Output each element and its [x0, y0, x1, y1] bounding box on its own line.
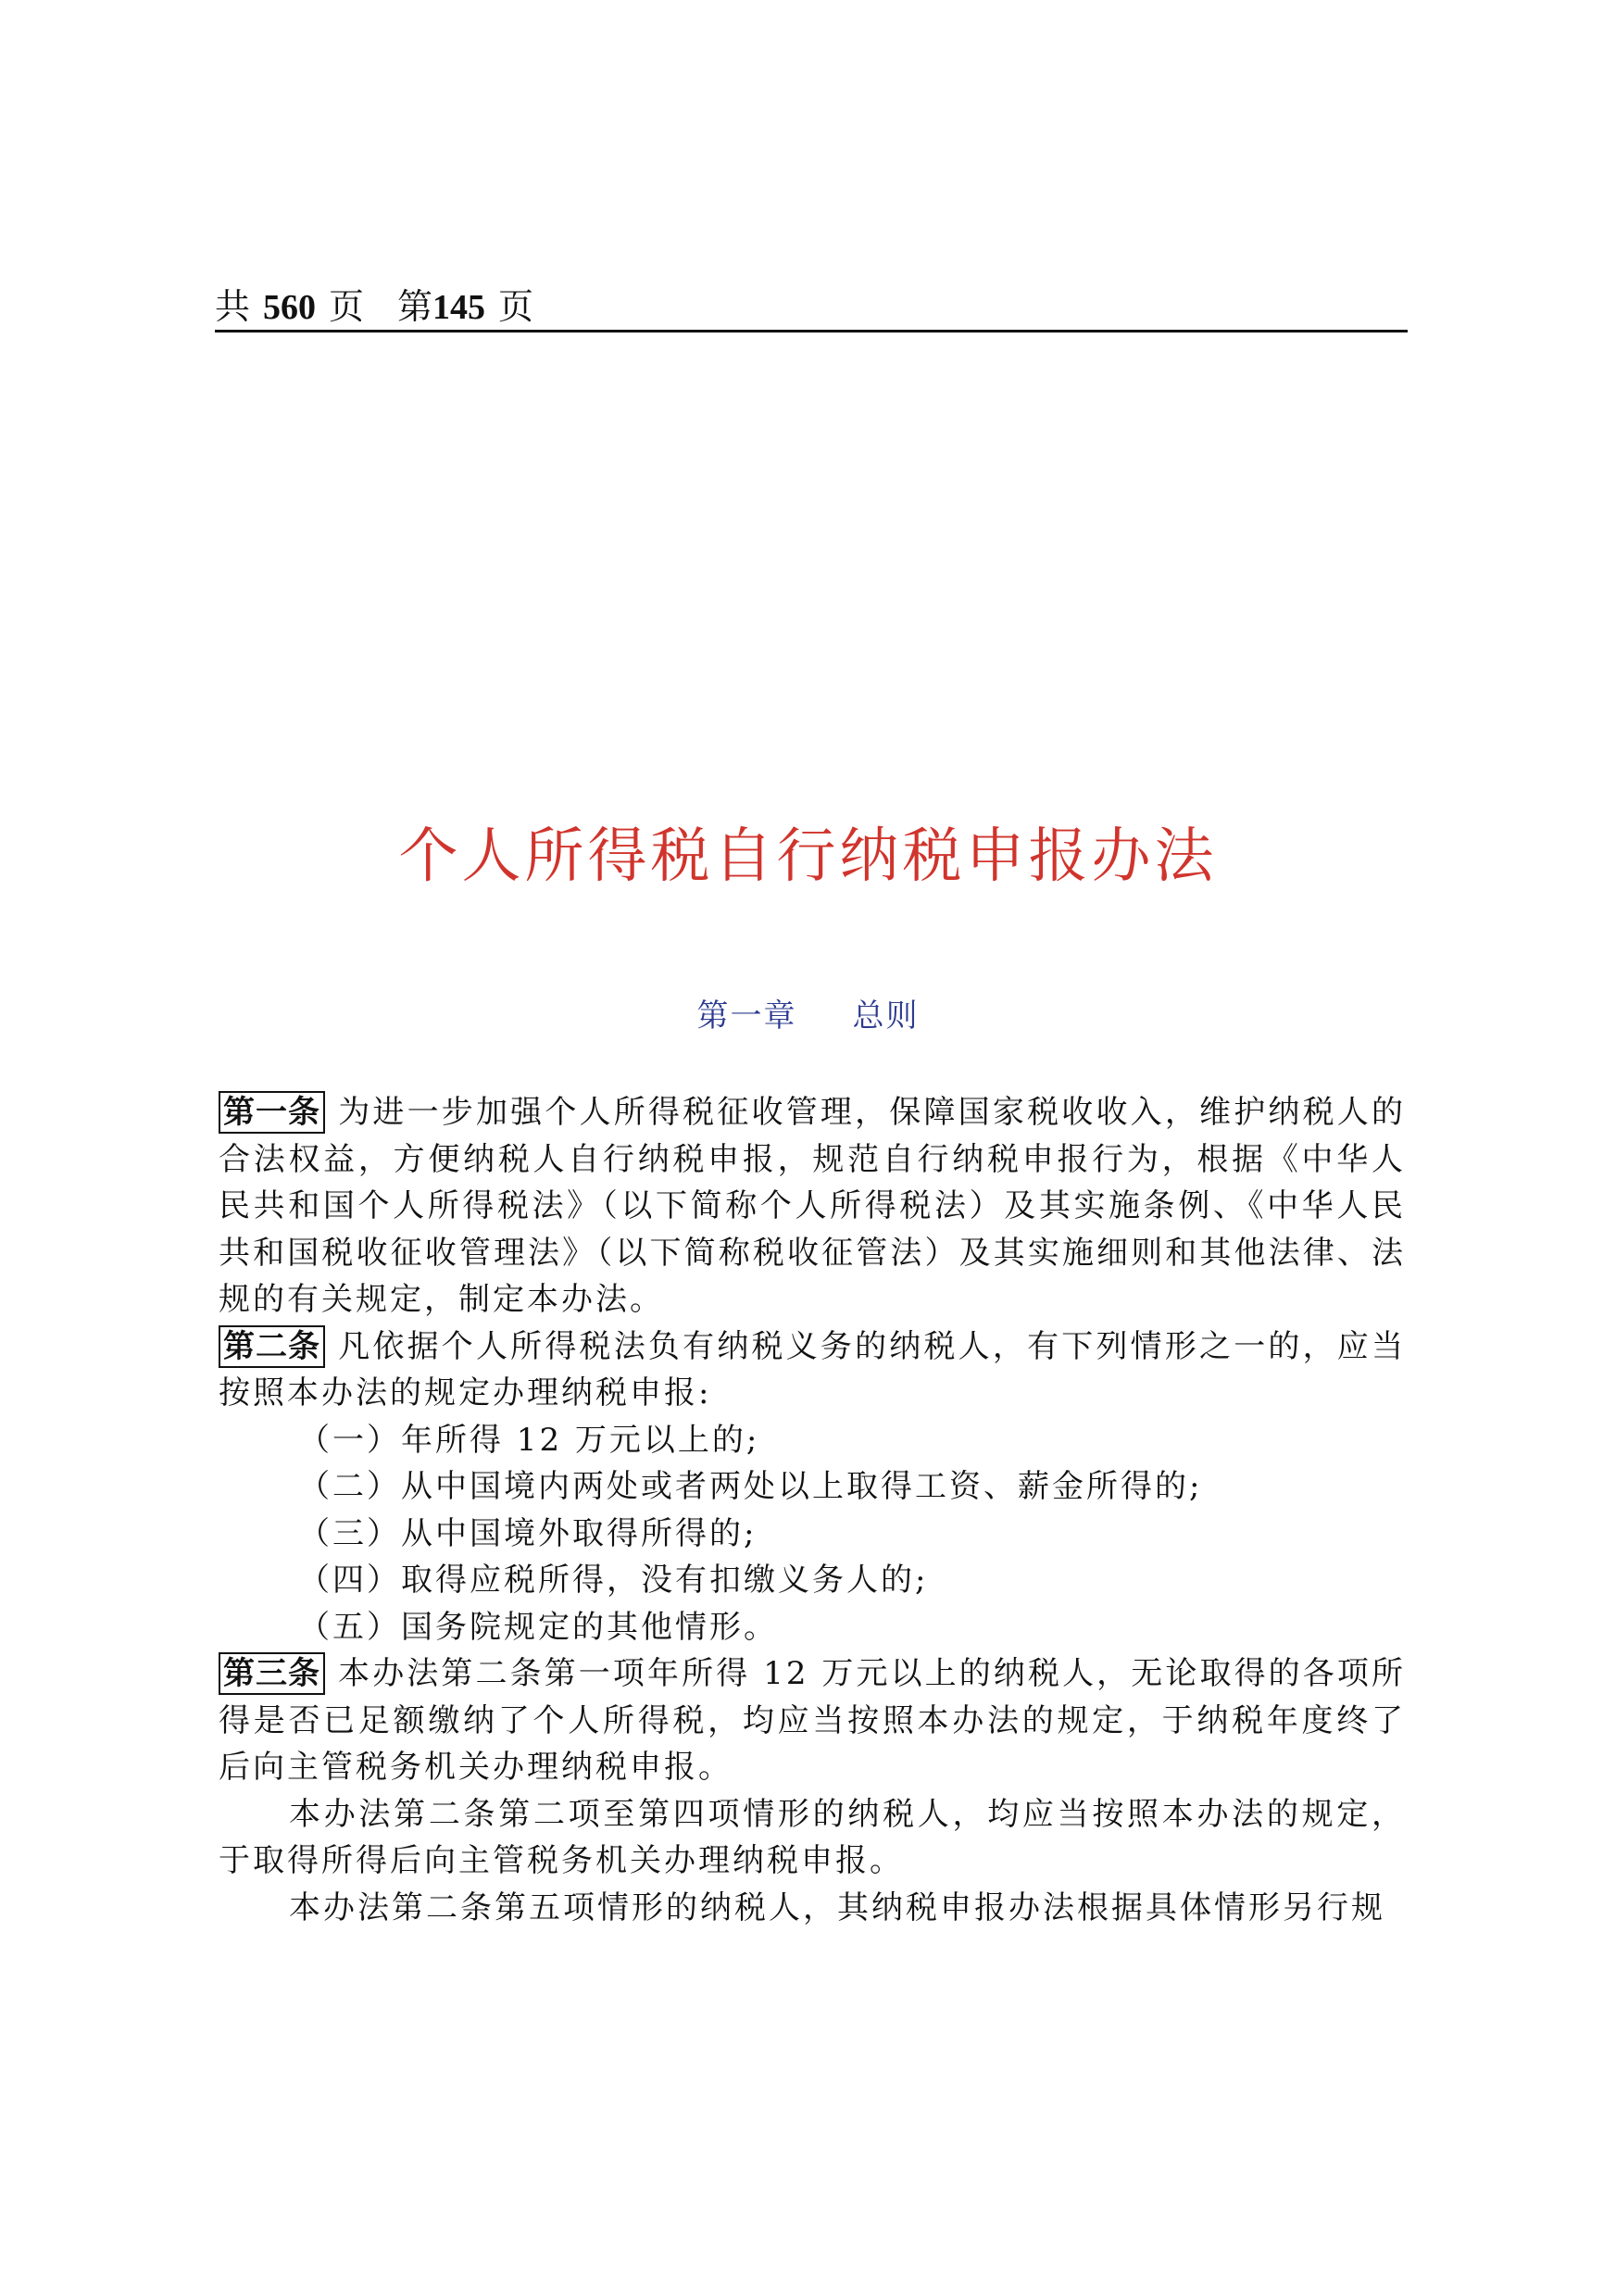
total-pages: 560: [263, 288, 317, 327]
article-2: [219, 1324, 1406, 1417]
article-label: 第二条: [219, 1325, 325, 1368]
paragraph: 本办法第二条第五项情形的纳税人，其纳税申报办法根据具体情形另行规: [289, 1888, 1385, 1926]
chapter-heading: [0, 993, 1616, 1039]
document-body: [219, 1089, 1406, 1931]
document-title: 个人所得税自行纳税申报办法: [398, 822, 1218, 891]
total-prefix: 共: [215, 286, 251, 327]
page-word-2: 页: [498, 286, 534, 327]
list-item: （三）从中国境外取得所得的;: [298, 1514, 758, 1552]
list-item: （二）从中国境内两处或者两处以上取得工资、薪金所得的;: [298, 1468, 1203, 1505]
article-text: 为进一步加强个人所得税征收管理，保障国家税收收入，维护纳税人的合法权益，方便纳税人自行纳税申报，规范自行纳税申报行为，根据《中华人民共和国个人所得税法》（以下简称个人所得税法）及其实施条例、《中华人民共和国税收征收管理法》（以下简称税收征管法）及其实施细则和其他法律、法规的有关规定，制定本办法。: [219, 1094, 1406, 1318]
list-item: （五）国务院规定的其他情形。: [298, 1608, 778, 1646]
list-item: （一）年所得 12 万元以上的;: [298, 1421, 760, 1459]
page-header: [215, 283, 1408, 332]
article-label: 第一条: [219, 1091, 325, 1134]
list-item: （四）取得应税所得，没有扣缴义务人的;: [298, 1562, 929, 1599]
chapter-number: 第一章: [696, 997, 797, 1035]
page-word: 页: [329, 286, 365, 327]
article-3: [219, 1650, 1406, 1791]
article-1: [219, 1089, 1406, 1324]
article-label: 第三条: [219, 1652, 325, 1695]
paragraph: 本办法第二条第二项至第四项情形的纳税人，均应当按照本办法的规定，于取得所得后向主管税务机关办理纳税申报。: [219, 1795, 1406, 1879]
current-prefix: 第: [397, 286, 433, 327]
current-page: 145: [432, 288, 486, 327]
article-text: 凡依据个人所得税法负有纳税义务的纳税人，有下列情形之一的，应当按照本办法的规定办理纳税申报:: [219, 1327, 1406, 1411]
chapter-name: 总则: [852, 997, 920, 1035]
article-text: 本办法第二条第一项年所得 12 万元以上的纳税人，无论取得的各项所得是否已足额缴纳了个人所得税，均应当按照本办法的规定，于纳税年度终了后向主管税务机关办理纳税申报。: [219, 1655, 1406, 1786]
